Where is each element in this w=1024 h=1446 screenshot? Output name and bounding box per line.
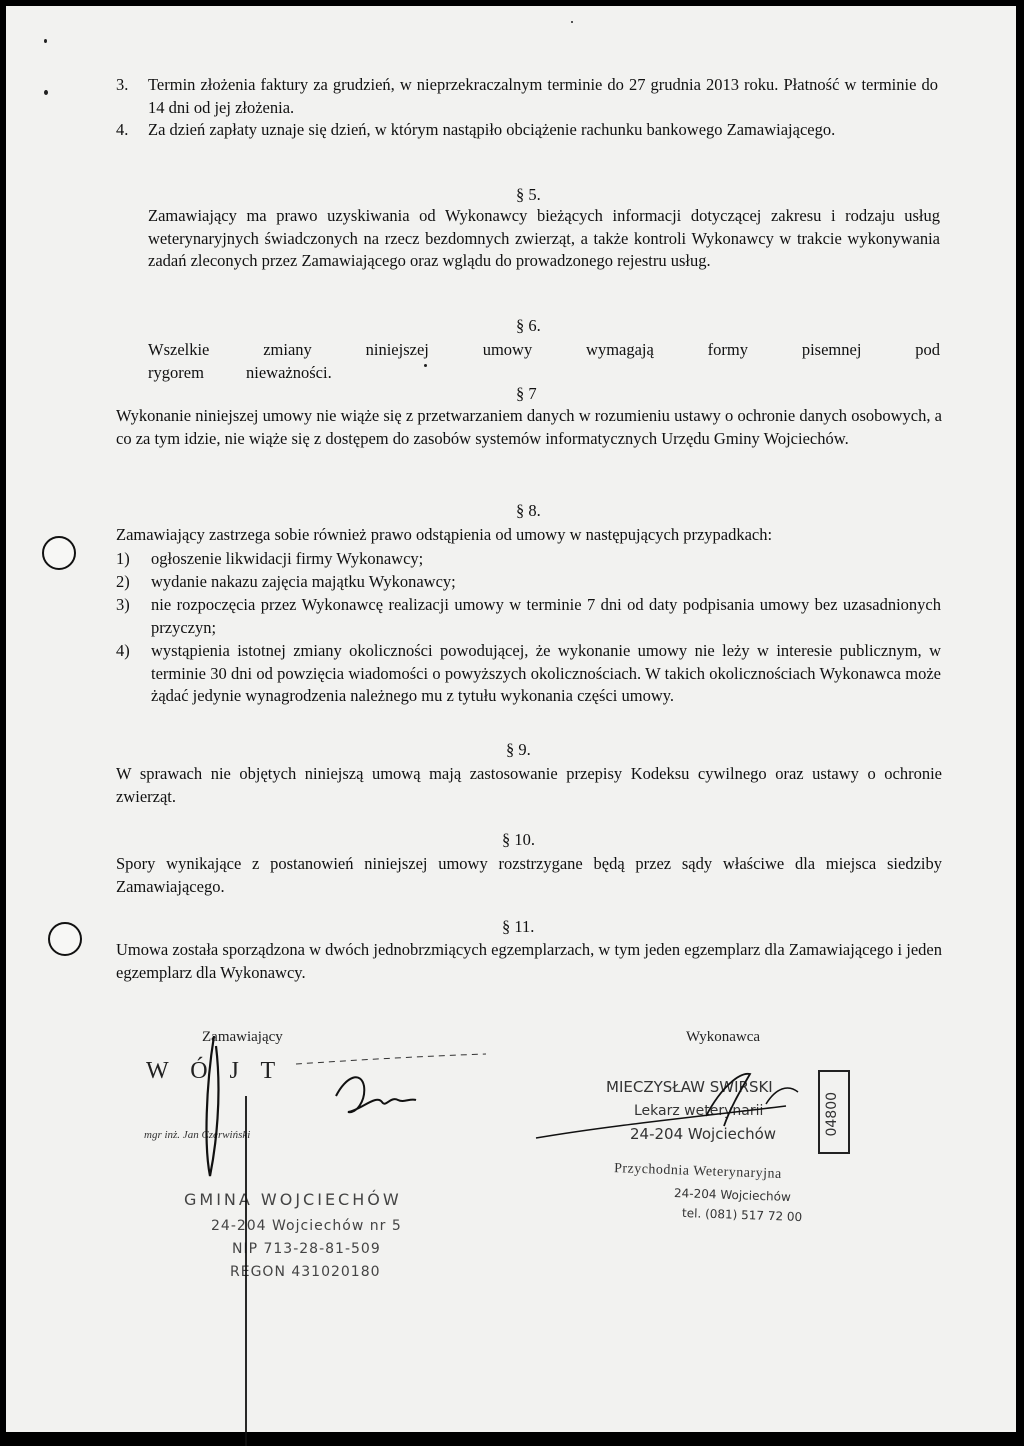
mayor-stamp-title: W Ó J T (146, 1058, 284, 1084)
section-5-heading: § 5. (516, 185, 541, 204)
mayor-handwritten-signature (186, 1026, 516, 1446)
item-text: Termin złożenia faktury za grudzień, w nieprzekraczalnym terminie do 27 grudnia 2013 roku. Płatność w terminie do 14 dni od jej złożenia. (148, 75, 938, 117)
section-9-text: W sprawach nie objętych niniejszą umową mają zastosowanie przepisy Kodeksu cywilnego oraz ustawy o ochronie zwierząt. (116, 764, 942, 806)
clinic-stamp-city: 24-204 Wojciechów (673, 1185, 792, 1205)
vet-handwritten-signature (526, 1066, 846, 1146)
section-10-heading: § 10. (502, 830, 535, 849)
section-11-heading: § 11. (502, 917, 535, 936)
list-item-text: ogłoszenie likwidacji firmy Wykonawcy; (151, 549, 424, 568)
section-7-text: Wykonanie niniejszej umowy nie wiąże się z przetwarzaniem danych w rozumieniu ustawy o ochronie danych osobowych, a co za tym idzie, nie wiąże się z dostępem do zasobów systemów informatycznych Urzędu Gminy Wojciechów. (116, 406, 942, 448)
section-6-text: Wszelkie zmiany niniejszej umowy wymagają formy pisemnej pod rygorem nieważności. (148, 340, 940, 382)
item-number: 4. (116, 120, 129, 139)
mayor-stamp-name: mgr inż. Jan Czerwiński (144, 1129, 251, 1141)
section-10-text: Spory wynikające z postanowień niniejszej umowy rozstrzygane będą przez sądy właściwe dla miejsca siedziby Zamawiającego. (116, 854, 942, 896)
section-8-heading: § 8. (516, 501, 541, 520)
municipality-stamp-address: 24-204 Wojciechów nr 5 (211, 1218, 402, 1234)
list-item-number: 3) (116, 595, 130, 614)
municipality-stamp-regon: REGON 431020180 (230, 1264, 381, 1280)
section-6-heading: § 6. (516, 316, 541, 335)
contractor-signature-label: Wykonawca (686, 1029, 761, 1045)
list-item-number: 1) (116, 549, 130, 568)
vet-stamp-name: MIECZYSŁAW SWIRSKI (606, 1078, 773, 1096)
section-8-intro: Zamawiający zastrzega sobie również prawo odstąpienia od umowy w następujących przypadkach: (116, 525, 773, 544)
section-11-text: Umowa została sporządzona w dwóch jednobrzmiących egzemplarzach, w tym jeden egzemplarz dla Zamawiającego i jeden egzemplarz dla Wykonawcy. (116, 940, 942, 982)
item-number: 3. (116, 75, 129, 94)
vet-stamp-id: 04800 (823, 1091, 840, 1137)
municipality-stamp-nip: NIP 713-28-81-509 (232, 1241, 381, 1257)
item-text: Za dzień zapłaty uznaje się dzień, w którym nastąpiło obciążenie rachunku bankowego Zamawiającego. (148, 120, 836, 139)
clinic-stamp-phone: tel. (081) 517 72 00 (681, 1205, 803, 1225)
vet-stamp-city: 24-204 Wojciechów (630, 1125, 777, 1143)
client-signature-label: Zamawiający (202, 1029, 283, 1045)
document-body (6, 6, 1016, 1432)
section-9-heading: § 9. (506, 740, 531, 759)
municipality-stamp-name: GMINA WOJCIECHÓW (184, 1190, 402, 1209)
list-item-text: nie rozpoczęcia przez Wykonawcę realizacji umowy w terminie 7 dni od daty podpisania umowy bez uzasadnionych przyczyn; (151, 595, 941, 637)
section-7-heading: § 7 (516, 384, 537, 403)
list-item-text: wystąpienia istotnej zmiany okoliczności powodującej, że wykonanie umowy nie leży w interesie publicznym, w terminie 30 dni od powzięcia wiadomości o powyższych okolicznościach. W takich okolicznościach Wykonawca może żądać jedynie wynagrodzenia należnego mu z tytułu wykonania części umowy. (151, 641, 941, 705)
list-item-number: 4) (116, 641, 130, 660)
section-5-text: Zamawiający ma prawo uzyskiwania od Wykonawcy bieżących informacji dotyczącej zakresu i rodzaju usług weterynaryjnych świadczonych na rzecz bezdomnych zwierząt, a także kontroli Wykonawcy w trakcie wykonywania zadań zleconych przez Zamawiającego oraz wglądu do prowadzonego rejestru usług. (148, 206, 940, 270)
list-item-text: wydanie nakazu zajęcia majątku Wykonawcy; (151, 572, 456, 591)
list-item-number: 2) (116, 572, 130, 591)
clinic-stamp-name: Przychodnia Weterynaryjna (613, 1161, 783, 1182)
vet-stamp-title: Lekarz weterynarii (634, 1103, 764, 1119)
document-page (6, 6, 1016, 1432)
